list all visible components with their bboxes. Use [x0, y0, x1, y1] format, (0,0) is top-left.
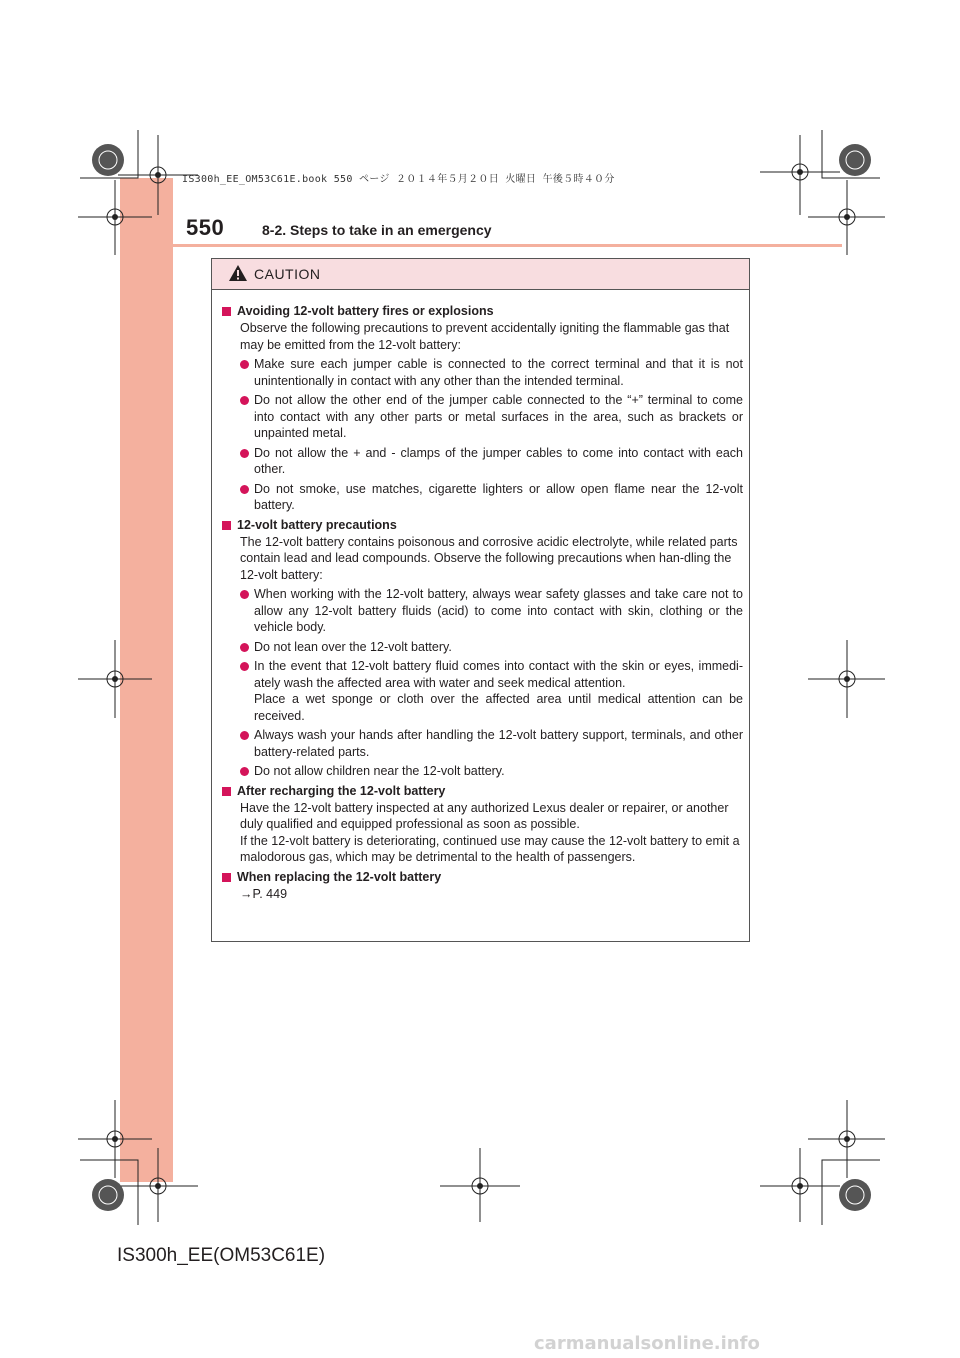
square-bullet-icon [222, 873, 231, 882]
list-item: When working with the 12-volt battery, always wear safety glasses and take care not to allow any 12-volt battery fluids (acid) to come into contact with skin, clothing or the vehicle body. [240, 586, 743, 636]
bullet-dot-icon [240, 643, 249, 652]
list-item: Do not lean over the 12-volt battery. [240, 639, 743, 656]
list-item: In the event that 12-volt battery fluid comes into contact with the skin or eyes, immedi-ately wash the affected area with water and seek medical attention. Place a wet sponge or cloth over the affected area until medical attention can be received. [240, 658, 743, 724]
page-number: 550 [186, 215, 225, 240]
section-heading: When replacing the 12-volt battery [222, 870, 743, 884]
list-item: Do not allow the + and - clamps of the jumper cables to come into contact with each other. [240, 445, 743, 478]
page-reference-link[interactable]: →P. 449 [240, 886, 288, 901]
manual-code: IS300h_EE(OM53C61E) [117, 1245, 326, 1266]
bullet-dot-icon [240, 396, 249, 405]
caution-box [211, 258, 750, 942]
section-intro: Observe the following precautions to prevent accidentally igniting the flammable gas that may be emitted from the 12-volt battery: [240, 321, 730, 352]
square-bullet-icon [222, 307, 231, 316]
bullet-dot-icon [240, 449, 249, 458]
warning-triangle-icon [228, 264, 248, 282]
print-info-line: IS300h_EE_OM53C61E.book 550 ページ ２０１４年５月２０日 火曜日 午後５時４０分 [182, 174, 615, 185]
bullet-dot-icon [240, 590, 249, 599]
section-intro: Have the 12-volt battery inspected at any authorized Lexus dealer or repairer, or another duly qualified and equipped professional as soon as possible. If the 12-volt battery is deteriorating, continued use may cause the 12-volt battery to emit a malodorous gas, which may be detrimental to the health of passengers. [240, 800, 740, 864]
caution-title: CAUTION [254, 266, 321, 282]
square-bullet-icon [222, 521, 231, 530]
section-heading: After recharging the 12-volt battery [222, 784, 743, 798]
bullet-dot-icon [240, 662, 249, 671]
list-item: Do not smoke, use matches, cigarette lighters or allow open flame near the 12-volt battery. [240, 481, 743, 514]
list-item: Do not allow children near the 12-volt battery. [240, 763, 743, 780]
caution-header [212, 259, 749, 290]
bullet-dot-icon [240, 731, 249, 740]
square-bullet-icon [222, 787, 231, 796]
section-heading: Avoiding 12-volt battery fires or explosions [222, 304, 743, 318]
caution-body [212, 290, 749, 902]
bullet-dot-icon [240, 360, 249, 369]
bullet-dot-icon [240, 485, 249, 494]
list-item: Make sure each jumper cable is connected to the correct terminal and that it is not unintentionally in contact with any other than the intended terminal. [240, 356, 743, 389]
section-heading: 12-volt battery precautions [222, 518, 743, 532]
list-item: Do not allow the other end of the jumper cable connected to the “+” terminal to come into contact with any other parts or metal surfaces in the area, such as brackets or unpainted metal. [240, 392, 743, 442]
bullet-dot-icon [240, 767, 249, 776]
list-item: Always wash your hands after handling the 12-volt battery support, terminals, and other battery-related parts. [240, 727, 743, 760]
watermark: carmanualsonline.info [534, 1333, 760, 1354]
section-title: 8-2. Steps to take in an emergency [262, 222, 492, 238]
section-intro: The 12-volt battery contains poisonous and corrosive acidic electrolyte, while related parts contain lead and lead compounds. Observe the following precautions when han-dling the 12-volt battery: [240, 534, 738, 582]
